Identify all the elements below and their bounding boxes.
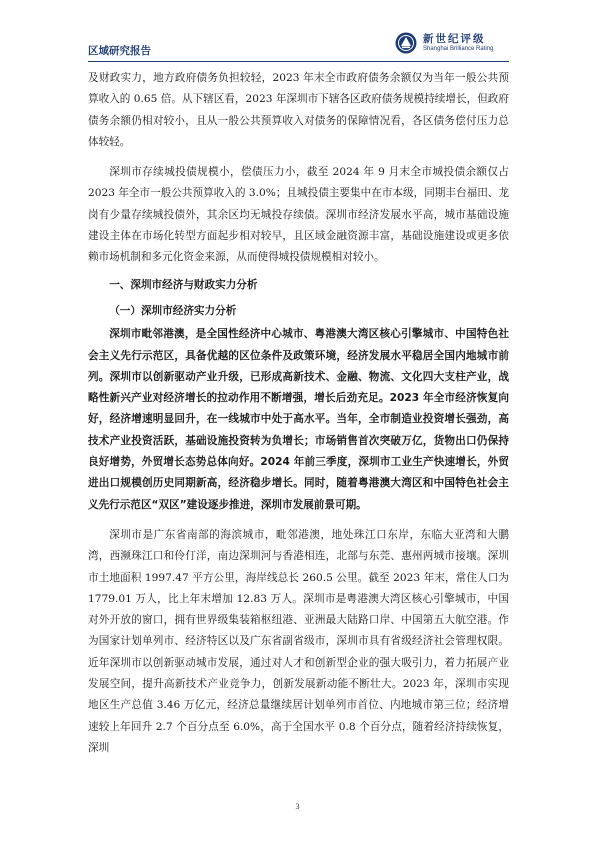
section-heading: 一、深圳市经济与财政实力分析 [109, 278, 258, 291]
report-body [88, 68, 509, 759]
report-type-title: 区域研究报告 [88, 45, 151, 57]
logo-english-name: Shanghai Brilliance Rating [423, 46, 494, 52]
company-logo [389, 30, 509, 60]
subsection-heading: （一）深圳市经济实力分析 [109, 304, 237, 317]
page-header [88, 30, 509, 62]
paragraph-chengtou-bonds: 深圳市存续城投债规模小，偿债压力小，截至 2024 年 9 月末全市城投债余额仅占 2023 年全市一般公共预算收入的 3.0%；且城投债主要集中在市本级，同期丰台福田、龙岗有少量存续城投债外，其余区均无城投存续债。深圳市经济发展水平高，城市基础设施建设主体在市场化转型方面起步相对较早，且区域金融资源丰富，基础设施建设或更多依赖市场机制和多元化资金来源，从而使得城投债规模相对较小。 [88, 166, 509, 264]
logo-chinese-name: 新世纪评级 [423, 33, 486, 45]
paragraph-government-debt: 及财政实力，地方政府债务负担较轻，2023 年末全市政府债务余额仅为当年一般公共预算收入的 0.65 倍。从下辖区看，2023 年深圳市下辖各区政府债务规模持续增长，但政府债务余额仍相对较小，且从一般公共预算收入对债务的保障情况看，各区债务偿付压力总体较轻。 [88, 72, 509, 148]
paragraph-summary-bold: 深圳市毗邻港澳，是全国性经济中心城市、粤港澳大湾区核心引擎城市、中国特色社会主义先行示范区，具备优越的区位条件及政策环境，经济发展水平稳居全国内地城市前列。深圳市以创新驱动产业升级，已形成高新技术、金融、物流、文化四大支柱产业，战略性新兴产业对经济增长的拉动作用不断增强，增长后劲充足。2023 年全市经济恢复向好，经济增速明显回升，在一线城市中处于高水平。当年，全市制造业投资增长强劲，高技术产业投资活跃，基础设施投资转为负增长；市场销售首次突破万亿，货物出口仍保持良好增势，外贸增长态势总体向好。2024 年前三季度，深圳市工业生产快速增长，外贸进出口规模创历史同期新高，经济稳步增长。同时，随着粤港澳大湾区和中国特色社会主义先行示范区“双区”建设逐步推进，深圳市发展前景可期。 [88, 328, 509, 511]
page-number: 3 [295, 802, 300, 811]
header-divider [88, 61, 509, 62]
brilliance-rating-emblem-icon [395, 32, 417, 54]
paragraph-city-overview: 深圳市是广东省南部的海滨城市，毗邻港澳，地处珠江口东岸，东临大亚湾和大鹏湾，西濒珠江口和伶仃洋，南边深圳河与香港相连，北部与东莞、惠州两城市接壤。深圳市土地面积 1997.47 平方公里，海岸线总长 260.5 公里。截至 2023 年末，常住人口为 1779.01 万人，比上年末增加 12.83 万人。深圳市是粤港澳大湾区核心引擎城市，中国对外开放的窗口，拥有世界级集装箱枢纽港、亚洲最大陆路口岸、中国第五大航空港。作为国家计划单列市、经济特区以及广东省副省级市，深圳市具有省级经济社会管理权限。近年深圳市以创新驱动城市发展，通过对人才和创新型企业的强大吸引力，着力拓展产业发展空间，提升高新技术产业竞争力，创新发展新动能不断壮大。2023 年，深圳市实现地区生产总值 3.46 万亿元，经济总量继续居计划单列市首位、内地城市第三位；经济增速较上年回升 2.7 个百分点至 6.0%，高于全国水平 0.8 个百分点，随着经济持续恢复，深圳 [88, 528, 509, 754]
